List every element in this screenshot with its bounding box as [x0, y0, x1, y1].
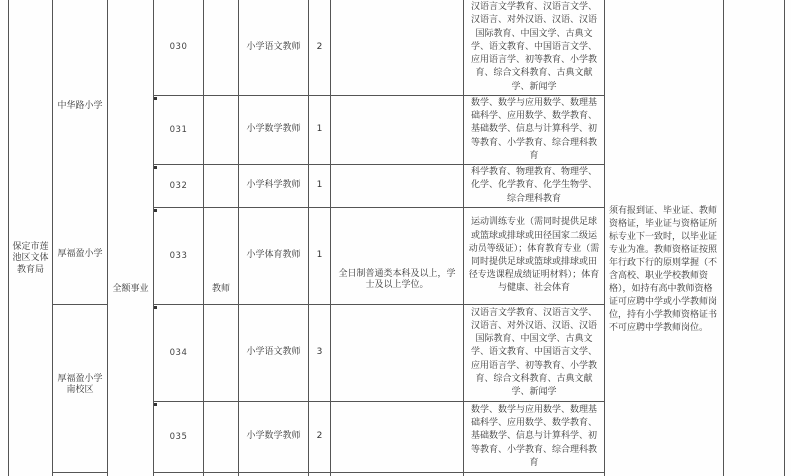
post-code: 030 [169, 42, 188, 53]
school-name: 厚福盈小学南校区 [57, 373, 103, 395]
post-count: 3 [316, 347, 323, 358]
other-requirements: 须有报到证、毕业证、教师资格证，毕业证与资格证所标专业下一致时，以毕业证专业为准。教师资格证按照年行政下行的原则掌握（不含高校、职业学校教师资格），如持有高中教师资格证可应聘中学或小学教师岗位，持有小学教师资格证书不可应聘中学教师岗位。 [609, 206, 718, 333]
education-requirement: 全日制普通类本科及以上，学士及以上学位。 [338, 268, 456, 290]
school-name: 厚福盈小学 [57, 249, 103, 260]
post-count: 2 [316, 431, 323, 442]
unit-type: 全额事业 [112, 284, 149, 295]
major-requirement: 科学教育、物理教育、物理学、化学、化学教育、化学生物学、综合理科教育 [470, 167, 597, 204]
grid-line [153, 472, 604, 473]
grid-line [330, 0, 331, 476]
post-name: 小学科学教师 [246, 180, 301, 191]
post-code: 035 [169, 431, 188, 442]
post-code: 033 [169, 250, 188, 261]
department-cell: 保定市莲池区文体教育局 [12, 242, 49, 275]
grid-line [52, 304, 107, 305]
post-name: 小学数学教师 [246, 124, 301, 135]
post-count: 2 [316, 41, 323, 52]
major-requirement: 数学、数学与应用数学、数理基础科学、应用数学、数学教育、基础数学、信息与计算科学、初等教育、小学教育、综合理科教育 [470, 97, 597, 161]
grid-line [784, 0, 785, 476]
post-code: 034 [169, 347, 188, 358]
grid-line [52, 472, 107, 473]
post-name: 小学数学教师 [246, 431, 301, 442]
post-count: 1 [316, 124, 323, 135]
major-requirement: 运动训练专业（需同时提供足球或篮球或排球或田径国家二级运动员等级证）；体育教育专业（需同时提供足球或篮球或排球或田径专选课程成绩证明材料）；体育与健康、社会体育 [468, 217, 600, 294]
post-count: 1 [316, 180, 323, 191]
major-requirement: 汉语言文学教育、汉语言文学、汉语言、对外汉语、汉语、汉语国际教育、中国文学、古典文学、语文教育、中国语言文学、应用语言学、初等教育、小学教育、综合文科教育、古典文献学、新闻学 [470, 2, 597, 92]
school-name: 中华路小学 [57, 101, 103, 112]
grid-line [723, 0, 724, 476]
major-requirement: 数学、数学与应用数学、数理基础科学、应用数学、数学教育、基础数学、信息与计算科学、初等教育、小学教育、综合理科教育 [470, 404, 597, 468]
post-name: 小学语文教师 [246, 41, 301, 52]
post-count: 1 [316, 250, 323, 261]
grid-line [107, 0, 108, 476]
grid-line [203, 0, 204, 476]
post-category: 教师 [211, 284, 230, 295]
post-code: 031 [169, 124, 188, 135]
major-requirement: 汉语言文学教育、汉语言文学、汉语言、对外汉语、汉语、汉语国际教育、中国文学、古典文学、语文教育、中国语言文学、应用语言学、初等教育、小学教育、综合文科教育、古典文献学、新闻学 [470, 307, 597, 397]
post-code: 032 [169, 180, 188, 191]
post-name: 小学语文教师 [246, 347, 301, 358]
post-name: 小学体育教师 [246, 250, 301, 261]
